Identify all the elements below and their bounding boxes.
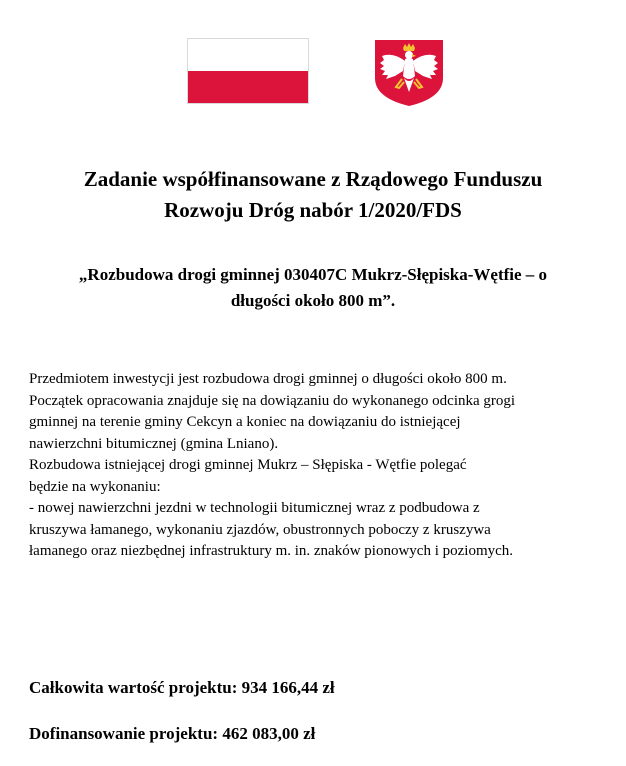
description-line: nawierzchni bitumicznej (gmina Lniano). — [29, 435, 279, 452]
emblem-eagle-head — [405, 51, 413, 59]
description-line: kruszywa łamanego, wykonaniu zjazdów, obustronnych poboczy z kruszywa — [29, 521, 491, 538]
emblem-svg — [371, 38, 447, 108]
description-line: Rozbudowa istniejącej drogi gminnej Mukrz – Słępiska - Wętfie polegać — [29, 457, 467, 473]
polish-flag-icon — [187, 38, 309, 104]
project-name-line: długości około 800 m”. — [230, 291, 396, 310]
title-line: Rozwoju Dróg nabór 1/2020/FDS — [164, 198, 462, 222]
project-name-line: „Rozbudowa drogi gminnej 030407C Mukrz-Słępiska-Wętfie – o — [78, 265, 548, 284]
title-line: Zadanie współfinansowane z Rządowego Funduszu — [83, 167, 543, 191]
page-title — [0, 164, 626, 226]
description-line: łamanego oraz niezbędnej infrastruktury m. in. znaków pionowych i poziomych. — [29, 543, 514, 559]
project-name — [0, 262, 626, 314]
description-line: Przedmiotem inwestycji jest rozbudowa drogi gminnej o długości około 800 m. — [29, 371, 507, 387]
description-line: gminnej na terenie gminy Cekcyn a koniec na dowiązaniu do istniejącej — [29, 414, 461, 430]
project-description — [29, 369, 604, 563]
project-co-funding: Dofinansowanie projektu: 462 083,00 zł — [29, 724, 316, 743]
flag-red-stripe — [188, 71, 308, 103]
polish-white-eagle-emblem-icon — [371, 38, 447, 108]
flag-white-stripe — [188, 39, 308, 71]
description-line: będzie na wykonaniu: — [29, 478, 161, 495]
description-line: Początek opracowania znajduje się na dowiązaniu do wykonanego odcinka grogi — [29, 392, 516, 409]
description-line: - nowej nawierzchni jezdni w technologii bitumicznej wraz z podbudowa z — [29, 500, 480, 516]
total-project-value: Całkowita wartość projektu: 934 166,44 zł — [29, 678, 335, 697]
